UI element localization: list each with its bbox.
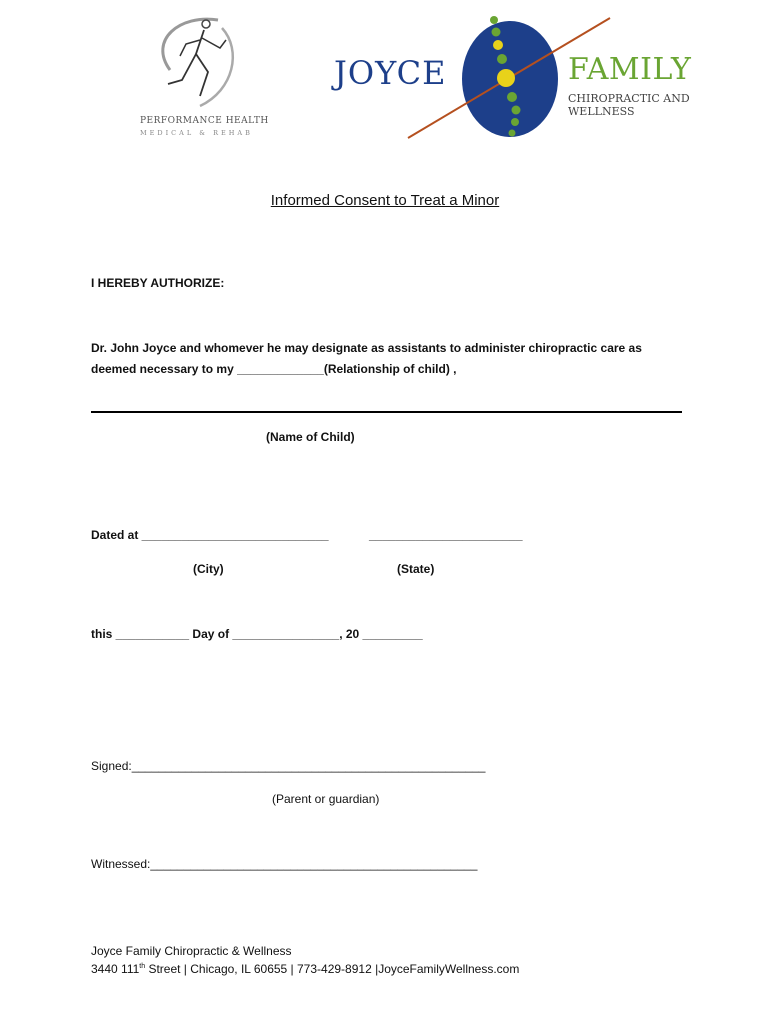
witnessed-field[interactable]: Witnessed:_________________________________________________ [91,857,478,871]
footer-address [91,962,519,976]
dated-at-city-field[interactable]: Dated at ____________________________ [91,528,329,542]
consent-paragraph-line1: Dr. John Joyce and whomever he may designate as assistants to administer chiropractic care as [91,341,642,355]
logo-text-joyce: JOYCE [334,54,447,92]
state-label: (State) [397,562,435,576]
state-field[interactable]: _______________________ [369,528,523,542]
form-title: Informed Consent to Treat a Minor [270,192,500,209]
name-of-child-label: (Name of Child) [266,430,355,444]
footer-address-prefix: 3440 111 [91,962,140,976]
parent-guardian-label: (Parent or guardian) [272,792,380,806]
logo-text-family: FAMILY [568,52,692,87]
footer-address-rest: Street | Chicago, IL 60655 | 773-429-8912 |JoyceFamilyWellness.com [145,962,520,976]
child-name-line[interactable] [91,411,682,413]
signed-field[interactable]: Signed:_____________________________________________________ [91,759,486,773]
logo-tagline-1: CHIROPRACTIC AND [568,92,690,105]
performance-health-logo [130,10,269,150]
logo-text-medical-rehab: MEDICAL & REHAB [140,129,253,137]
logo-tagline-2: WELLNESS [568,105,635,118]
footer-business-name: Joyce Family Chiropractic & Wellness [91,944,292,958]
authorize-heading: I HEREBY AUTHORIZE: [91,276,225,290]
city-label: (City) [193,562,224,576]
logo-text-performance-health: PERFORMANCE HEALTH [140,116,269,126]
date-day-year-field[interactable]: this ___________ Day of ________________, 20 _________ [91,627,423,641]
runner-icon [130,10,260,114]
footer-address-sup: th [139,963,146,970]
consent-paragraph-line2[interactable]: deemed necessary to my _____________(Relationship of child) , [91,362,457,376]
joyce-family-logo [330,14,710,144]
